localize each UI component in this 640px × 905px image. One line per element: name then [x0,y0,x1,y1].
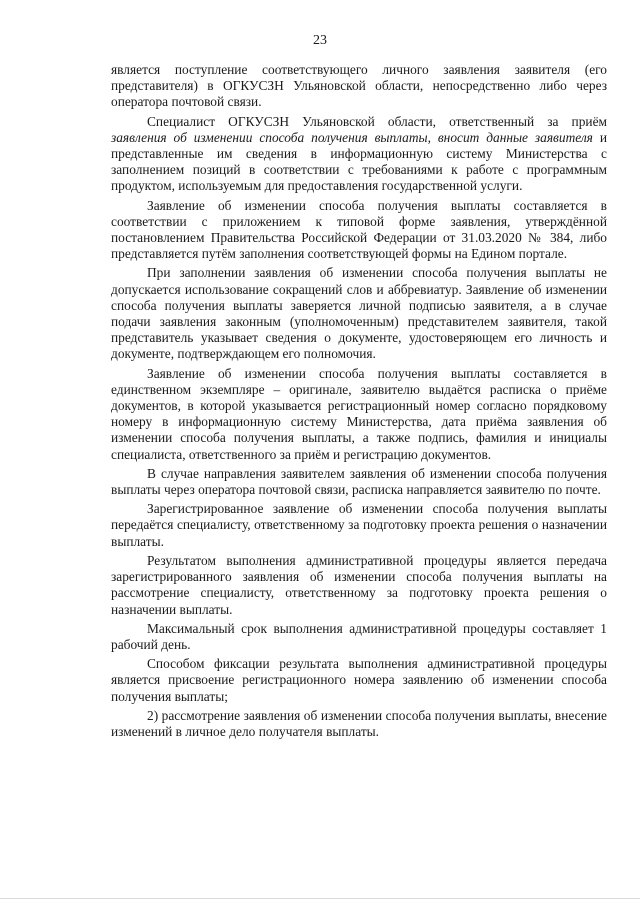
paragraph [111,198,607,263]
paragraph-text: Зарегистрированное заявление об изменении способа получения выплаты передаётся специалисту, ответственному за подготовку проекта решения о назначении выплаты. [111,501,607,549]
paragraph [111,265,607,362]
paragraph-text: В случае направления заявителем заявления об изменении способа получения выплаты через оператора почтовой связи, расписка направляется заявителю по почте. [111,465,607,498]
page-number: 23 [313,33,327,48]
paragraph [111,114,607,195]
paragraph-text: является поступление соответствующего личного заявления заявителя (его представителя) в ОГКУСЗН Ульяновской области, непосредственно либо через оператора почтовой связи. [111,62,607,110]
paragraph-text: Результатом выполнения административной процедуры является передача зарегистрированного заявления об изменении способа получения выплаты на рассмотрение специалисту, ответственному за подготовку проекта решения о назначении выплаты. [111,552,607,617]
paragraph [111,621,607,653]
paragraph [111,466,607,498]
paragraph-text: При заполнении заявления об изменении способа получения выплаты не допускается использование сокращений слов и аббревиатур. Заявление об изменении способа получения выплаты заверяется личной подписью заявителя, а в случае подачи заявления законным (уполномоченным) представителем заявителя, такой представитель указывает сведения о документе, удостоверяющем его личность и документе, подтверждающем его полномочия. [111,265,607,362]
paragraph-italic-text: заявления об изменении способа получения выплаты, вносит данные заявителя [111,129,593,145]
paragraph-text: Специалист ОГКУСЗН Ульяновской области, ответственный за приём [147,113,607,129]
document-body [111,62,607,743]
paragraph [111,366,607,463]
paragraph [111,656,607,705]
paragraph [111,553,607,618]
paragraph [111,62,607,111]
paragraph-text: Способом фиксации результата выполнения административной процедуры является присвоение регистрационного номера заявлению об изменении способа получения выплаты; [111,656,607,704]
paragraph-text: Заявление об изменении способа получения выплаты составляется в соответствии с приложением к типовой форме заявления, утверждённой постановлением Правительства Российской Федерации от 31.03.2020 № 384, либо представляется путём заполнения соответствующей формы на Едином портале. [111,197,607,262]
paragraph-text: и представленные им сведения в информационную систему Министерства с заполнением позиций в соответствии с требованиями к работе с программным продуктом, используемым для предоставления государственной услуги. [111,129,607,194]
paragraph [111,708,607,740]
paragraph [111,501,607,550]
paragraph-text: Максимальный срок выполнения административной процедуры составляет 1 рабочий день. [111,620,607,652]
paragraph-text: Заявление об изменении способа получения выплаты составляется в единственном экземпляре – оригинале, заявителю выдаётся расписка о приёме документов, в которой указывается регистрационный номер согласно порядковому номеру в информационную систему Министерства, дата приёма заявления об изменении способа получения выплаты, а также подпись, фамилия и инициалы специалиста, ответственного за приём и регистрацию документов. [111,365,607,462]
scan-edge-line [0,898,640,899]
paragraph-text: 2) рассмотрение заявления об изменении способа получения выплаты, внесение изменений в личное дело получателя выплаты. [111,707,607,739]
